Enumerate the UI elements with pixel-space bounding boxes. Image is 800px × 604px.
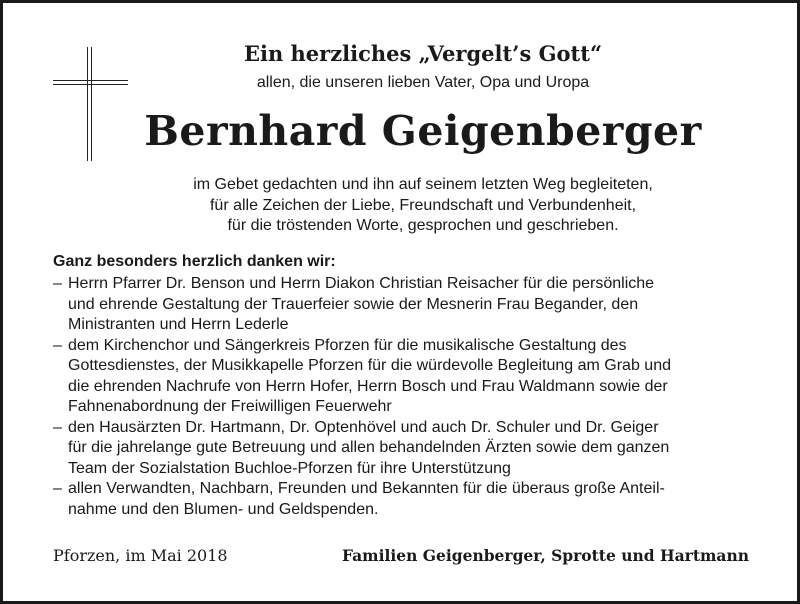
place-date: Pforzen, im Mai 2018 [53,546,228,565]
list-item-line: und ehrende Gestaltung der Trauerfeier sowie der Mesnerin Frau Begander, den [68,295,639,313]
list-item [53,418,773,480]
section-heading: Ganz besonders herzlich danken wir: [53,253,336,270]
dash-bullet: – [53,480,62,497]
header-title: Ein herzliches „Vergelt’s Gott“ [243,41,603,66]
list-item-line: den Hausärzten Dr. Hartmann, Dr. Optenhövel und auch Dr. Schuler und Dr. Geiger [68,418,659,436]
list-item-line: die ehrenden Nachrufe von Herrn Hofer, Herrn Bosch und Frau Waldmann sowie der [68,377,668,395]
intro-line: im Gebet gedachten und ihn auf seinem letzten Weg begleiteten, [193,176,653,193]
dash-bullet: – [53,418,62,436]
intro-line: für alle Zeichen der Liebe, Freundschaft und Verbundenheit, [209,196,637,214]
list-item [53,274,773,336]
list-item-line: Ministranten und Herrn Lederle [68,316,289,333]
list-item [53,479,773,520]
header-subtitle: allen, die unseren lieben Vater, Opa und Uropa [256,74,590,91]
list-item-line: Team der Sozialstation Buchloe-Pforzen für ihre Unterstützung [68,459,511,477]
dash-bullet: – [53,336,62,354]
list-item-line: allen Verwandten, Nachbarn, Freunden und Bekannten für die überaus große Anteil- [68,480,665,497]
list-item-line: Gottesdienstes, der Musikkapelle Pforzen für die würdevolle Begleitung am Grab und [68,357,671,374]
list-item-line: Fahnenabordnung der Freiwilligen Feuerwehr [68,398,392,415]
intro-text [123,175,723,237]
thanks-list [53,274,773,520]
list-item-line: nahme und den Blumen- und Geldspenden. [68,500,379,518]
intro-line: für die tröstenden Worte, gesprochen und geschrieben. [227,217,619,234]
deceased-name: Bernhard Geigenberger [144,107,702,155]
list-item-line: dem Kirchenchor und Sängerkreis Pforzen für die musikalische Gestaltung des [68,336,627,354]
list-item [53,336,773,418]
family-signature: Familien Geigenberger, Sprotte und Hartmann [341,546,749,565]
dash-bullet: – [53,275,62,292]
list-item-line: für die jahrelange gute Betreuung und allen behandelnden Ärzten sowie dem ganzen [68,439,670,456]
list-item-line: Herrn Pfarrer Dr. Benson und Herrn Diakon Christian Reisacher für die persönliche [68,275,655,292]
